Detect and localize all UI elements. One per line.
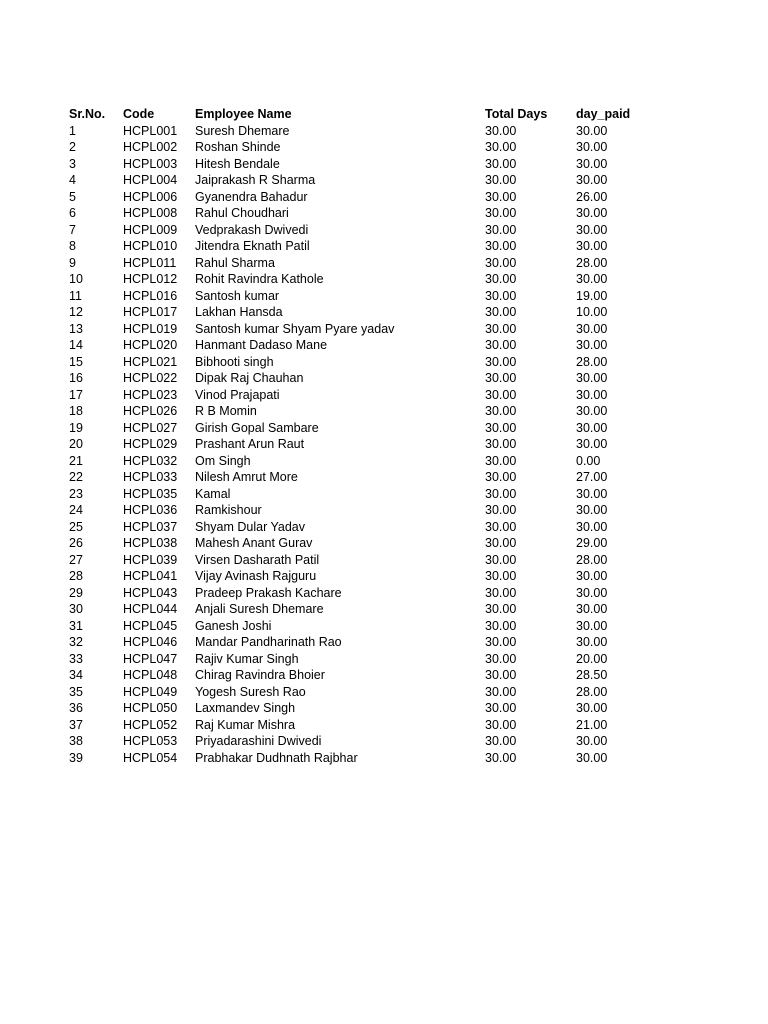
cell-employee-name: Vinod Prajapati — [195, 387, 280, 402]
cell-day-paid: 30.00 — [576, 222, 608, 237]
cell-total-days: 30.00 — [485, 651, 517, 666]
cell-employee-name: Rajiv Kumar Singh — [195, 651, 299, 666]
cell-employee-name: Ganesh Joshi — [195, 618, 272, 633]
cell-total-days: 30.00 — [485, 156, 517, 171]
cell-code: HCPL053 — [123, 734, 178, 748]
cell-day-paid: 30.00 — [576, 486, 608, 501]
cell-total-days: 30.00 — [485, 206, 517, 220]
cell-total-days: 30.00 — [485, 288, 517, 303]
cell-code: HCPL016 — [123, 288, 178, 303]
cell-code: HCPL039 — [123, 552, 178, 567]
cell-day-paid: 28.00 — [576, 684, 608, 699]
cell-code: HCPL048 — [123, 668, 178, 682]
cell-code: HCPL006 — [123, 189, 178, 204]
cell-total-days: 30.00 — [485, 338, 517, 352]
cell-code: HCPL054 — [123, 750, 178, 765]
cell-total-days: 30.00 — [485, 354, 517, 369]
cell-code: HCPL027 — [123, 420, 178, 435]
cell-day-paid: 30.00 — [576, 387, 608, 402]
cell-sr-no: 4 — [69, 173, 76, 187]
cell-employee-name: Rahul Sharma — [195, 255, 275, 270]
cell-day-paid: 30.00 — [576, 519, 608, 534]
cell-day-paid: 30.00 — [576, 173, 608, 187]
cell-day-paid: 21.00 — [576, 717, 608, 732]
cell-day-paid: 30.00 — [576, 503, 608, 517]
cell-sr-no: 21 — [69, 453, 83, 468]
cell-day-paid: 30.00 — [576, 635, 608, 649]
cell-day-paid: 30.00 — [576, 404, 608, 418]
cell-employee-name: Roshan Shinde — [195, 140, 281, 154]
cell-total-days: 30.00 — [485, 222, 517, 237]
cell-sr-no: 17 — [69, 387, 83, 402]
cell-code: HCPL002 — [123, 140, 178, 154]
cell-employee-name: Anjali Suresh Dhemare — [195, 602, 324, 616]
cell-employee-name: Suresh Dhemare — [195, 123, 290, 138]
cell-code: HCPL038 — [123, 536, 178, 550]
cell-total-days: 30.00 — [485, 371, 517, 385]
cell-employee-name: Dipak Raj Chauhan — [195, 371, 304, 385]
cell-sr-no: 38 — [69, 734, 83, 748]
cell-day-paid: 30.00 — [576, 239, 608, 253]
cell-employee-name: Jaiprakash R Sharma — [195, 173, 316, 187]
cell-code: HCPL046 — [123, 635, 178, 649]
cell-total-days: 30.00 — [485, 750, 517, 765]
header-code: Code — [123, 107, 155, 121]
cell-day-paid: 30.00 — [576, 569, 608, 583]
cell-sr-no: 22 — [69, 470, 83, 484]
cell-sr-no: 26 — [69, 536, 83, 550]
cell-total-days: 30.00 — [485, 717, 517, 732]
cell-code: HCPL050 — [123, 701, 178, 715]
cell-sr-no: 28 — [69, 569, 83, 583]
cell-employee-name: Vedprakash Dwivedi — [195, 222, 309, 237]
cell-total-days: 30.00 — [485, 123, 517, 138]
cell-day-paid: 0.00 — [576, 453, 601, 468]
cell-total-days: 30.00 — [485, 387, 517, 402]
cell-employee-name: Mahesh Anant Gurav — [195, 536, 313, 550]
cell-sr-no: 34 — [69, 668, 83, 682]
cell-total-days: 30.00 — [485, 618, 517, 633]
cell-sr-no: 19 — [69, 420, 83, 435]
cell-total-days: 30.00 — [485, 255, 517, 270]
cell-employee-name: Vijay Avinash Rajguru — [195, 569, 317, 583]
cell-day-paid: 27.00 — [576, 470, 608, 484]
cell-sr-no: 6 — [69, 206, 76, 220]
cell-total-days: 30.00 — [485, 552, 517, 567]
cell-total-days: 30.00 — [485, 602, 517, 616]
cell-sr-no: 29 — [69, 585, 83, 600]
cell-employee-name: Laxmandev Singh — [195, 701, 296, 715]
cell-code: HCPL020 — [123, 338, 178, 352]
cell-code: HCPL049 — [123, 684, 178, 699]
cell-sr-no: 8 — [69, 239, 76, 253]
cell-day-paid: 30.00 — [576, 618, 608, 633]
cell-total-days: 30.00 — [485, 519, 517, 534]
cell-day-paid: 28.00 — [576, 255, 608, 270]
cell-sr-no: 33 — [69, 651, 83, 666]
cell-employee-name: Prabhakar Dudhnath Rajbhar — [195, 750, 358, 765]
cell-code: HCPL022 — [123, 371, 178, 385]
cell-total-days: 30.00 — [485, 486, 517, 501]
cell-code: HCPL047 — [123, 651, 178, 666]
cell-sr-no: 12 — [69, 305, 83, 319]
cell-employee-name: Rahul Choudhari — [195, 206, 289, 220]
cell-sr-no: 24 — [69, 503, 83, 517]
cell-sr-no: 3 — [69, 156, 76, 171]
cell-total-days: 30.00 — [485, 470, 517, 484]
cell-total-days: 30.00 — [485, 272, 517, 286]
cell-total-days: 30.00 — [485, 173, 517, 187]
cell-total-days: 30.00 — [485, 734, 517, 748]
cell-code: HCPL029 — [123, 437, 178, 451]
cell-code: HCPL032 — [123, 453, 178, 468]
cell-employee-name: Rohit Ravindra Kathole — [195, 272, 324, 286]
cell-employee-name: Virsen Dasharath Patil — [195, 552, 320, 567]
cell-day-paid: 30.00 — [576, 750, 608, 765]
cell-employee-name: Lakhan Hansda — [195, 305, 283, 319]
cell-code: HCPL036 — [123, 503, 178, 517]
cell-day-paid: 30.00 — [576, 206, 608, 220]
cell-day-paid: 30.00 — [576, 338, 608, 352]
cell-code: HCPL001 — [123, 123, 178, 138]
cell-day-paid: 30.00 — [576, 321, 608, 336]
cell-sr-no: 32 — [69, 635, 83, 649]
cell-employee-name: Ramkishour — [195, 503, 262, 517]
cell-sr-no: 35 — [69, 684, 83, 699]
cell-code: HCPL026 — [123, 404, 178, 418]
cell-total-days: 30.00 — [485, 321, 517, 336]
cell-day-paid: 29.00 — [576, 536, 608, 550]
header-sr-no: Sr.No. — [69, 107, 106, 121]
cell-total-days: 30.00 — [485, 635, 517, 649]
cell-code: HCPL021 — [123, 354, 178, 369]
cell-sr-no: 14 — [69, 338, 83, 352]
cell-sr-no: 27 — [69, 552, 83, 567]
cell-day-paid: 30.00 — [576, 602, 608, 616]
cell-code: HCPL019 — [123, 321, 178, 336]
cell-employee-name: Raj Kumar Mishra — [195, 717, 296, 732]
cell-day-paid: 30.00 — [576, 371, 608, 385]
cell-code: HCPL033 — [123, 470, 178, 484]
cell-sr-no: 16 — [69, 371, 83, 385]
cell-employee-name: Mandar Pandharinath Rao — [195, 635, 342, 649]
cell-sr-no: 20 — [69, 437, 83, 451]
cell-code: HCPL003 — [123, 156, 178, 171]
cell-code: HCPL011 — [123, 255, 177, 270]
cell-total-days: 30.00 — [485, 437, 517, 451]
cell-total-days: 30.00 — [485, 404, 517, 418]
cell-day-paid: 30.00 — [576, 437, 608, 451]
cell-day-paid: 30.00 — [576, 140, 608, 154]
cell-total-days: 30.00 — [485, 305, 517, 319]
cell-total-days: 30.00 — [485, 453, 517, 468]
cell-day-paid: 19.00 — [576, 288, 608, 303]
cell-sr-no: 36 — [69, 701, 83, 715]
cell-sr-no: 1 — [69, 123, 76, 138]
cell-employee-name: Pradeep Prakash Kachare — [195, 585, 342, 600]
cell-sr-no: 15 — [69, 354, 83, 369]
cell-sr-no: 13 — [69, 321, 83, 336]
cell-sr-no: 9 — [69, 255, 76, 270]
cell-sr-no: 2 — [69, 140, 76, 154]
cell-employee-name: Jitendra Eknath Patil — [195, 239, 310, 253]
cell-total-days: 30.00 — [485, 569, 517, 583]
cell-total-days: 30.00 — [485, 503, 517, 517]
cell-code: HCPL041 — [123, 569, 178, 583]
header-total-days: Total Days — [485, 107, 548, 121]
cell-total-days: 30.00 — [485, 585, 517, 600]
cell-day-paid: 28.00 — [576, 552, 608, 567]
cell-code: HCPL023 — [123, 387, 178, 402]
cell-sr-no: 23 — [69, 486, 83, 501]
cell-day-paid: 26.00 — [576, 189, 608, 204]
cell-employee-name: Bibhooti singh — [195, 354, 274, 369]
cell-total-days: 30.00 — [485, 420, 517, 435]
cell-employee-name: Hanmant Dadaso Mane — [195, 338, 328, 352]
cell-total-days: 30.00 — [485, 668, 517, 682]
cell-employee-name: Hitesh Bendale — [195, 156, 280, 171]
cell-employee-name: Santosh kumar Shyam Pyare yadav — [195, 321, 395, 336]
cell-code: HCPL017 — [123, 305, 178, 319]
header-employee-name: Employee Name — [195, 107, 292, 121]
cell-total-days: 30.00 — [485, 140, 517, 154]
cell-employee-name: Santosh kumar — [195, 288, 280, 303]
cell-employee-name: Chirag Ravindra Bhoier — [195, 668, 325, 682]
cell-code: HCPL009 — [123, 222, 178, 237]
cell-sr-no: 11 — [69, 288, 82, 303]
cell-code: HCPL044 — [123, 602, 178, 616]
cell-code: HCPL045 — [123, 618, 178, 633]
cell-code: HCPL004 — [123, 173, 178, 187]
cell-total-days: 30.00 — [485, 701, 517, 715]
cell-total-days: 30.00 — [485, 189, 517, 204]
cell-day-paid: 30.00 — [576, 123, 608, 138]
cell-code: HCPL035 — [123, 486, 178, 501]
cell-sr-no: 25 — [69, 519, 83, 534]
cell-sr-no: 5 — [69, 189, 76, 204]
cell-day-paid: 28.00 — [576, 354, 608, 369]
cell-code: HCPL012 — [123, 272, 178, 286]
cell-day-paid: 30.00 — [576, 420, 608, 435]
cell-sr-no: 37 — [69, 717, 83, 732]
cell-code: HCPL052 — [123, 717, 178, 732]
cell-employee-name: Kamal — [195, 486, 231, 501]
cell-employee-name: Prashant Arun Raut — [195, 437, 305, 451]
cell-employee-name: Om Singh — [195, 453, 251, 468]
cell-sr-no: 39 — [69, 750, 83, 765]
cell-total-days: 30.00 — [485, 684, 517, 699]
cell-day-paid: 30.00 — [576, 734, 608, 748]
cell-employee-name: Nilesh Amrut More — [195, 470, 298, 484]
cell-sr-no: 7 — [69, 222, 76, 237]
cell-total-days: 30.00 — [485, 536, 517, 550]
cell-code: HCPL008 — [123, 206, 178, 220]
cell-sr-no: 30 — [69, 602, 83, 616]
cell-day-paid: 30.00 — [576, 272, 608, 286]
cell-employee-name: Gyanendra Bahadur — [195, 189, 308, 204]
cell-day-paid: 30.00 — [576, 585, 608, 600]
cell-sr-no: 31 — [69, 618, 83, 633]
cell-employee-name: Girish Gopal Sambare — [195, 420, 319, 435]
cell-total-days: 30.00 — [485, 239, 517, 253]
cell-day-paid: 30.00 — [576, 156, 608, 171]
cell-employee-name: R B Momin — [195, 404, 257, 418]
cell-sr-no: 10 — [69, 272, 83, 286]
cell-employee-name: Shyam Dular Yadav — [195, 519, 306, 534]
cell-code: HCPL037 — [123, 519, 178, 534]
cell-sr-no: 18 — [69, 404, 83, 418]
cell-code: HCPL043 — [123, 585, 178, 600]
cell-code: HCPL010 — [123, 239, 178, 253]
cell-day-paid: 30.00 — [576, 701, 608, 715]
header-day-paid: day_paid — [576, 107, 631, 121]
cell-day-paid: 28.50 — [576, 668, 608, 682]
cell-employee-name: Yogesh Suresh Rao — [195, 684, 306, 699]
cell-employee-name: Priyadarashini Dwivedi — [195, 734, 322, 748]
cell-day-paid: 10.00 — [576, 305, 608, 319]
cell-day-paid: 20.00 — [576, 651, 608, 666]
